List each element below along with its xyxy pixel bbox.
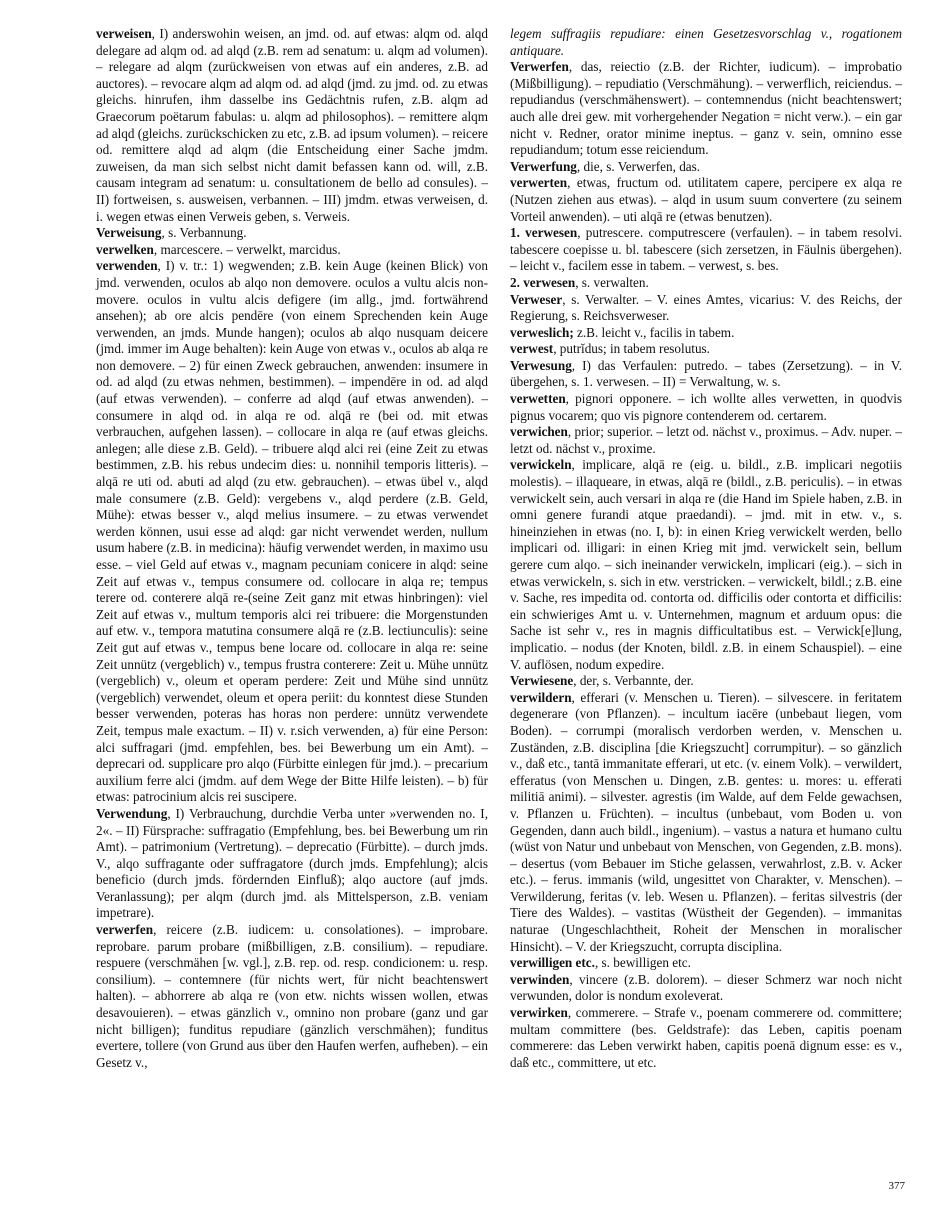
headword: Verweser xyxy=(510,291,563,307)
headword: verwelken xyxy=(96,241,154,257)
headword: verwest xyxy=(510,341,554,357)
entry xyxy=(510,972,902,1005)
headword: Verwesung xyxy=(510,357,572,373)
entry-text: , I) das Verfaulen: putredo. – tabes (Zersetzung). – in V. übergehen, s. 1. verwesen. – II) = Verwaltung, w. s. xyxy=(510,357,902,390)
entry xyxy=(96,258,488,806)
page-number: 377 xyxy=(888,1180,905,1192)
headword: verwichen xyxy=(510,424,568,440)
entry-text: , vincere (z.B. dolorem). – dieser Schmerz war noch nicht verwunden, dolor is nondum exoleverat. xyxy=(510,971,902,1004)
entry xyxy=(96,26,488,225)
headword: verwildern xyxy=(510,689,572,705)
headword: 1. verwesen xyxy=(510,225,578,241)
entry xyxy=(510,391,902,424)
entry xyxy=(510,341,902,358)
headword: verwetten xyxy=(510,391,566,407)
headword: verwickeln xyxy=(510,457,572,473)
headword: Verweisung xyxy=(96,225,162,241)
entry-text: , marcescere. – verwelkt, marcidus. xyxy=(153,241,341,257)
entry xyxy=(510,457,902,673)
headword: Verwiesene xyxy=(510,673,574,689)
entry xyxy=(510,325,902,342)
entry-text: , I) v. tr.: 1) wegwenden; z.B. kein Auge (keinen Blick) von jmd. verwenden, oculos ab alqo non demovere. oculos a vultu alcis non-movere. oculos in vultu alcis defigere (im allg., jmd. fortwährend ansehen); ab ore alcis pendēre (von einem Sprechenden kein Auge verwenden, an jmds. Munde hangen); oculos ab alqo nusquam deicere (jmd. immer im Auge behalten): kein Auge von etwas v., oculos ab alqa re non demovere. – 2) für einen Zweck gebrauchen, anwenden: insumere in od. ad alqd (zu etwas nehmen, bestimmen). – impendēre in od. ad alqd (auf etwas verwenden). – conferre ad alqd (auf etwas anwenden). – consumere in alqd od. in alqa re od. alqā re (bei od. mit etwas verbrauchen, aufgehen lassen). – collocare in alqa re (auf etwas gleichs. anlegen; alle diese z.B. Geld). – tribuere alqd alci rei (eine Zeit zu etwas bestimmen, z.B. his rebus undecim dies: u. nonnihil temporis litteris). – alqā re uti od. abuti ad alqd (zu etw. gebrauchen). – etwas übel v., alqd male consumere (z.B. Geld): vergebens v., alqd perdere (z.B. Geld, Mühe): etwas besser v., alqd melius insumere. – zu etwas verwendet werden können, usui esse ad alqd: gar nicht verwendet werden, nullum usum habere (z.B. in medicina): häufig verwendet werden, in maximo usu esse. – viel Geld auf etwas v., magnam pecuniam conicere in alqd: seine Zeit auf etwas v., tempus consumere od. collocare in alqa re; tempus terere od. conterere alqā re-(seine Zeit ganz mit etwas hinbringen): viel Zeit auf etwas v., multum temporis alci rei tribuere: die Morgenstunden auf etw. v., tempora matutina consumere alqā re (z.B. lectiunculis): seine Zeit gut auf etwas v., tempus bene locare od. collocare in alqa re: seine Zeit unnütz (vergeblich) v., tempus frustra conterere: Zeit u. Mühe unnütz (vergeblich) v., oleum et operam perdere: Zeit und Mühe sind unnütz (vergeblich) verwendet, oleum et opera periit: du konntest diese Stunden besser verwenden, poteras has horas non perdere: unnütz verwendete Zeit, tempus male exactum. – II) v. r.sich verwenden, a) für eine Person: alci suffragari (jmd. empfehlen, bes. bei Bewerbung um ein Amt). – deprecari od. supplicare pro alqo (Fürbitte einlegen für jmd.). – precarium auxilium ferre alci (jmdm. auf dem Wege der Bitte Hilfe leisten). – b) für etwas: patrocinium alcis rei suscipere. xyxy=(96,258,488,805)
entry xyxy=(96,242,488,259)
entry-text: , das, reiectio (z.B. der Richter, iudicum). – improbatio (Mißbilligung). – repudiatio (Verschmähung). – verwerflich, reiciendus. – repudiandus (verschmähenswert). – contemnendus (nicht beachtenswert; auch alle drei gew. mit vorhergehender Negation = nicht verw.). – ein gar nicht v. Redner, orator minime ineptus. – ganz v. sein, omnino esse repudiandum; totum esse reiciendum. xyxy=(510,59,902,158)
entry-text: , implicare, alqā re (eig. u. bildl., z.B. implicari negotiis molestis). – illaqueare, in etwas, alqā re (bildl., z.B. periculis). – in etwas verwickelt sein, auch versari in alqa re (die Hand im Spiele haben, z.B. in omni genere furandi atque praedandi). – jmd. mit in etw. v., s. hineinziehen in etwas (no. I, b): in einen Krieg verwickelt werden, bello implicari od. illigari: in einen Krieg mit jmd. verwickelt sein, bellum gerere cum alqo. – sich ineinander verwickeln, implicari (eig.). – sich in etwas verwickeln, s. sich in etw. verstricken. – verwickelt, bildl.; z.B. eine v. Sache, res impedita od. contorta od. difficilis oder contorta et difficilis: ein schwieriges Amt u. v. Unternehmen, magnum et arduum opus: die Sache ist sehr v., res in magnis difficultatibus est. – Verwick[e]lung, implicatio. – nodus (der Knoten, bildl. z.B. in einem Schauspiel). – eine V. auflösen, nodum expedire. xyxy=(510,457,902,672)
headword: verwinden xyxy=(510,971,570,987)
entry-text: , der, s. Verbannte, der. xyxy=(573,673,694,689)
entry xyxy=(510,175,902,225)
headword: Verwendung xyxy=(96,805,168,821)
entry-text: , prior; superior. – letzt od. nächst v., proximus. – Adv. nuper. – letzt od. nächst v., proxime. xyxy=(510,424,902,456)
entry-text: , s. Verwalter. – V. eines Amtes, vicarius: V. des Reichs, der Regierung, s. Reichsverweser. xyxy=(510,291,902,324)
entry xyxy=(96,922,488,1071)
headword: verweslich; xyxy=(510,324,574,340)
entry-text: , putrĭdus; in tabem resolutus. xyxy=(553,341,710,357)
entry xyxy=(510,358,902,391)
headword: verweisen xyxy=(96,26,152,41)
entry xyxy=(96,225,488,242)
entry xyxy=(510,1005,902,1071)
entry xyxy=(510,275,902,292)
entry-text: z.B. leicht v., facilis in tabem. xyxy=(573,324,735,340)
left-column xyxy=(96,26,488,1071)
headword: verwilligen etc. xyxy=(510,955,595,971)
entry-text: , commerere. – Strafe v., poenam commerere od. committere; multam committere (bes. Geldstrafe): das Leben, capitis poenam commerere: das Leben verwirkt haben, capitis poenā dignum esse: es v., daß etc., committere, ut etc. xyxy=(510,1005,902,1070)
entry xyxy=(510,955,902,972)
entry xyxy=(96,806,488,922)
entry-text: , reicere (z.B. iudicem: u. consolationes). – improbare. reprobare. parum probare (mißbilligen, z.B. consilium). – repudiare. respuere (verschmähen [w. vgl.], z.B. rep. od. resp. condicionem: u. resp. consilium). – contemnere (für nichts wert, für nicht beachtenswert halten). – abhorrere ab alqa re (von etw. nichts wissen wollen, etwas desavouieren). – etwas gänzlich v., omnino non probare (ganz und gar nicht billigen); funditus repudiare (gänzlich verschmähen); funditus evertere, tollere (von Grund aus über den Haufen werfen, aufheben). – ein Gesetz v., xyxy=(96,922,488,1070)
entry-text: , die, s. Verwerfen, das. xyxy=(576,158,701,174)
headword: 2. verwesen xyxy=(510,274,576,290)
headword: verwirken xyxy=(510,1005,568,1021)
right-column xyxy=(510,26,902,1071)
entry xyxy=(510,673,902,690)
headword: Verwerfung xyxy=(510,158,577,174)
entry-text: , efferari (v. Menschen u. Tieren). – silvescere. in feritatem degenerare (von Pflanzen). – incultum iacēre (unbebaut liegen, vom Boden). – corrumpi (moralisch verdorben werden, v. Menschen u. Zuständen, z.B. disciplina [die Kriegszucht] corrumpitur). – so gänzlich v., daß etc., tantā immanitate efferari, ut etc. (v. einem Volk). – verwildert, efferatus (von Menschen u. Dingen, z.B. gentes: u. mores: u. efferati militiā animi). – silvester. agrestis (im Walde, auf dem Felde gewachsen, v. Pflanzen u. Früchten). – incultus (unbebaut, vom Boden u. von Gegenden, dann auch bildl., ingenium). – vastus a natura et humano cultu (wüst von Natur und unbebaut von Menschen, von Gegenden, z.B. mons). – desertus (vom Bebauer im Stiche gelassen, verwahrlost, z.B. v. Acker etc.). – ferus. immanis (wild, ungesittet von Charakter, v. Menschen). – Verwilderung, feritas (v. leb. Wesen u. Pflanzen). – feritas silvestris (der Tiere des Waldes). – vastitas (Wüstheit der Gegenden). – immanitas naturae (Ungeschlachtheit, Roheit der Menschen in moralischer Hinsicht). – V. der Kriegszucht, corrupta disciplina. xyxy=(510,689,902,954)
entry-text: , pignori opponere. – ich wollte alles verwetten, in quodvis pignus vocarem; quo vis pignore contenderem od. certarem. xyxy=(510,391,902,423)
entry-text: , etwas, fructum od. utilitatem capere, percipere ex alqa re (Nutzen ziehen aus etwas). – alqd in usum suum convertere (zu seinem Vorteil anwenden). – uti alqā re (etwas benutzen). xyxy=(510,175,902,224)
entry xyxy=(510,424,902,457)
headword: Verwerfen xyxy=(510,59,569,75)
headword: verwerfen xyxy=(96,922,154,938)
entry-text: , s. Verbannung. xyxy=(161,225,247,241)
dictionary-page xyxy=(96,26,910,1176)
entry-text: legem suffragiis repudiare: einen Gesetzesvorschlag v., rogationem antiquare. xyxy=(510,26,902,58)
entry xyxy=(510,292,902,325)
entry-text: , I) anderswohin weisen, an jmd. od. auf etwas: alqm od. alqd delegare ad alqm od. ad alqd (z.B. rem ad senatum: u. alqm ad volumen). – relegare ad alqm (zurückweisen von etwas auf ein anderes, z.B. ad auctores). – revocare alqm ad alqm od. ad alqd (jmd. zu jmd. od. zu etwas gleichs. hinrufen, ihm dasselbe ins Gedächtnis rufen, z.B. alqm ad Graecorum poëtarum fabulas: u. alqm ad philosophos). – remittere alqm ad alqd (gleichs. zurückschicken zu etc, z.B. ad ipsum volumen). – reicere od. remittere alqd ad alqm (die Entscheidung einer Sache jmdm. zuweisen, da man sich selbst nicht damit befassen kann od. will, z.B. causam integram ad senatum: u. consultationem de bello ad consules). – II) fortweisen, s. ausweisen, verbannen. – III) jmdm. etwas verweisen, d. i. wegen etwas einen Verweis geben, s. Verweis. xyxy=(96,26,488,224)
headword: verwenden xyxy=(96,258,158,274)
entry xyxy=(510,225,902,275)
entry xyxy=(510,59,902,159)
entry xyxy=(510,26,902,59)
entry-text: , s. bewilligen etc. xyxy=(594,955,691,971)
entry-text: , I) Verbrauchung, durchdie Verba unter »verwenden no. I, 2«. – II) Fürsprache: suffragatio (Empfehlung, bes. bei Bewerbung um rin Amt). – patrimonium (Vertretung). – deprecatio (Fürbitte). – durch jmds. V., alqo suffragante oder suffragatore (durch jmds. Empfehlung); alcis beneficio (durch jmds. fördernden Einfluß); alqo auctore (auf jmds. Veranlassung); per alqm (durch jmd. als Mittelsperson, z.B. veniam impetrare). xyxy=(96,805,488,921)
entry xyxy=(510,159,902,176)
entry xyxy=(510,690,902,956)
entry-text: , putrescere. computrescere (verfaulen). – in tabem resolvi. tabescere coepisse u. bl. tabescere (sich zersetzen, in Fäulnis übergehen). – leicht v., facilem esse in tabem. – verwest, s. bes. xyxy=(510,225,902,274)
entry-text: , s. verwalten. xyxy=(575,274,649,290)
headword: verwerten xyxy=(510,175,568,191)
